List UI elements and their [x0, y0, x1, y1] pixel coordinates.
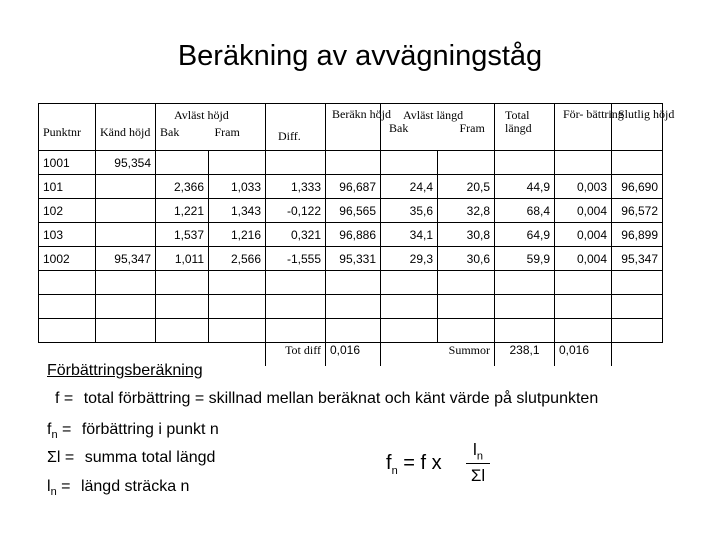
definition-symbol-sub: n [50, 486, 57, 499]
table-row: 103 1,537 1,216 0,321 96,886 34,1 30,8 64,9 0,004 96,899 [39, 223, 663, 247]
table-row-empty [39, 295, 663, 319]
formula-lhs-base: f [386, 452, 392, 474]
section-heading: Förbättringsberäkning [47, 362, 203, 379]
header-slutlig-hojd: Slutlig höjd [618, 107, 675, 121]
header-avlast-langd: Avläst längd [403, 108, 464, 122]
tot-diff-label: Tot diff [266, 343, 326, 367]
definition-symbol: Σl = [47, 449, 75, 466]
header-avlast-hojd: Avläst höjd [174, 108, 229, 122]
header-bak-1: Bak [160, 125, 180, 139]
definition-symbol-sub: n [51, 429, 58, 442]
formula-mid: = f x [397, 452, 448, 474]
definition-fn: $f_n$ = förbättring i punkt n [47, 421, 219, 442]
formula-denominator: Σl [470, 466, 486, 485]
header-langd: längd [505, 121, 532, 135]
definition-text: total förbättring = skillnad mellan beräknat och känt värde på slutpunkten [83, 390, 599, 407]
header-total: Total [505, 108, 530, 122]
leveling-table [38, 103, 675, 366]
definition-sum-l [47, 449, 215, 467]
table-row [39, 151, 663, 175]
cell-punktnr: 102 [39, 199, 96, 223]
table-row-empty [39, 271, 663, 295]
formula-lhs-sub: n [391, 465, 398, 477]
table-row: 1002 95,347 1,011 2,566 -1,555 95,331 29,3 30,6 59,9 0,004 95,347 [39, 247, 663, 271]
definition-symbol: f = [55, 390, 74, 407]
header-kand-hojd: Känd höjd [100, 125, 151, 139]
definition-ln: $l_n$ = längd sträcka n [47, 478, 190, 499]
header-fram-2: Fram [459, 121, 485, 135]
table-header-row [39, 104, 663, 151]
definition-text: summa total längd [84, 449, 216, 466]
definition-symbol-base: l [47, 478, 51, 495]
formula-fraction [466, 440, 490, 486]
definition-symbol-base: f [47, 421, 52, 438]
cell-kand-hojd: 95,354 [96, 151, 156, 175]
table-row: 101 2,366 1,033 1,333 96,687 24,4 20,5 44,9 0,003 96,690 [39, 175, 663, 199]
cell-punktnr: 101 [39, 175, 96, 199]
formula-numerator: $l_n$ [473, 440, 483, 463]
table-row: 102 1,221 1,343 -0,122 96,565 35,6 32,8 68,4 0,004 96,572 [39, 199, 663, 223]
definition-text: längd sträcka n [80, 478, 190, 495]
definition-f [55, 390, 598, 408]
summor-label: Summor [438, 343, 495, 367]
cell-punktnr: 1002 [39, 247, 96, 271]
definition-text: förbättring i punkt n [81, 421, 219, 438]
total-sum: 238,1 [495, 343, 555, 367]
cell-punktnr: 1001 [39, 151, 96, 175]
header-diff: Diff. [278, 129, 301, 143]
header-berakn-hojd: Beräkn höjd [332, 107, 391, 121]
tot-diff-value: 0,016 [326, 343, 381, 367]
header-punktnr: Punktnr [43, 125, 82, 139]
table-row-empty [39, 319, 663, 343]
header-bak-2: Bak [389, 121, 409, 135]
cell-punktnr: 103 [39, 223, 96, 247]
correction-formula [386, 452, 447, 477]
header-forbattring: För- bättring [563, 107, 624, 121]
page-title: Beräkning av avvägningståg [177, 40, 543, 72]
forbattring-sum: 0,016 [555, 343, 612, 367]
header-fram-1: Fram [214, 125, 240, 139]
fraction-bar [466, 463, 490, 464]
